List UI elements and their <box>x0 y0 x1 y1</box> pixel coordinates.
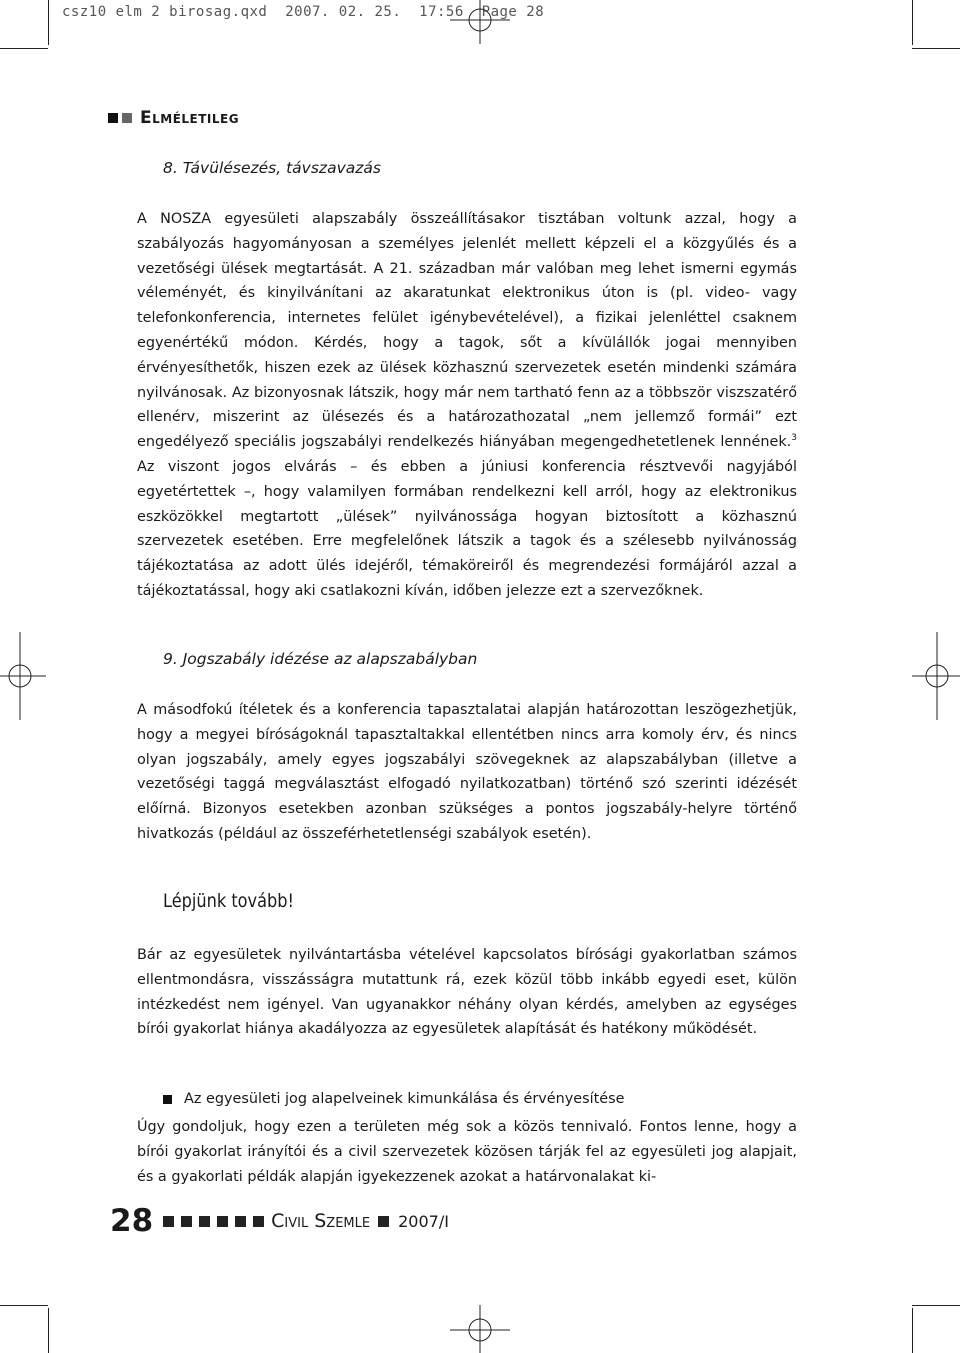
registration-mark-icon <box>912 632 960 720</box>
registration-mark-icon <box>450 1305 510 1353</box>
page-number: 28 <box>110 1203 154 1239</box>
registration-mark-icon <box>0 632 46 720</box>
bullet-heading-text: Az egyesületi jog alapelveinek kimunkálása és érvényesítése <box>184 1091 625 1107</box>
square-bullet-icon <box>235 1216 246 1227</box>
file-slug: csz10 elm 2 birosag.qxd 2007. 02. 25. 17:56 Page 28 <box>62 4 545 20</box>
square-bullet-icon <box>253 1216 264 1227</box>
square-bullet-icon <box>378 1216 389 1227</box>
subsection-9-title: 9. Jogszabály idézése az alapszabályban <box>163 650 478 668</box>
square-bullet-icon <box>217 1216 228 1227</box>
subsection-9-paragraph: A másodfokú ítéletek és a konferencia tapasztalatai alapján határozottan leszögezhetjük, hogy a megyei bíróságoknál tapasztaltakkal ellentétben nincs arra komoly érv, és nincs olyan jogszabály, amely egyes jogszabályi szövegeknek az alapszabályban (illetve a vezetőségi taggá megválasztást elfogadó nyilatkozatban) történő szó szerinti idézését előírná. Bizonyos esetekben azonban szükséges a pontos jogszabály-helyre történő hivatkozás (például az összeférhetetlenségi szabályok esetén). <box>137 702 797 842</box>
square-bullet-icon <box>108 113 118 123</box>
square-bullet-icon <box>163 1216 174 1227</box>
square-bullet-icon <box>181 1216 192 1227</box>
square-bullet-icon <box>122 113 132 123</box>
square-bullet-icon <box>163 1095 172 1104</box>
square-bullet-icon <box>199 1216 210 1227</box>
journal-issue: 2007/I <box>398 1211 449 1231</box>
bullet-heading <box>163 1091 625 1107</box>
next-steps-paragraph: Bár az egyesületek nyilvántartásba vételével kapcsolatos bírósági gyakorlatban számos ellentmondásra, visszásságra mutattunk rá, ezek közül több inkább egyedi eset, külön intézkedést nem igényel. Van ugyanakkor néhány olyan kérdés, amelyben az egységes bírói gyakorlat hiánya akadályozza az egyesületek alapítását és hatékony működését. <box>137 947 797 1038</box>
section-heading-text: Elméletileg <box>140 108 240 128</box>
page-footer <box>110 1203 449 1239</box>
bullet-paragraph: Úgy gondoljuk, hogy ezen a területen még sok a közös tennivaló. Fontos lenne, hogy a bírói gyakorlat irányítói és a civil szervezetek közösen tárják fel az egyesületi jog alapjait, és a gyakorlati példák alapján igyekezzenek azokat a határvonalakat ki- <box>137 1119 797 1185</box>
subsection-8-title: 8. Távülésezés, távszavazás <box>163 159 381 177</box>
section-heading <box>108 108 239 128</box>
registration-mark-icon <box>450 0 510 44</box>
journal-name: Civil Szemle <box>271 1210 371 1232</box>
subsection-8-paragraph: A NOSZA egyesületi alapszabály összeállításakor tisztában voltunk azzal, hogy a szabályozás hagyományosan a személyes jelenlét mellett képzeli el a közgyűlés és a vezetőségi ülések megtartását. A 21. században már valóban meg lehet ismerni egymás véleményét, és kinyilvánítani az akaratunkat elektronikus úton is (pl. video- vagy telefonkonferencia, internetes felület igénybevételével), a fizikai jelenléttel csaknem egyenértékű módon. Kérdés, hogy a tagok, sőt a kívülállók jogai mennyiben érvényesíthetők, hiszen ezek az ülések közhasznú szervezetek esetén mindenki számára nyilvánosak. Az bizonyosnak látszik, hogy már nem tartható fenn az a többször viszszatérő ellenérv, miszerint az ülésezés és a határozathozatal „nem jellemző formái” ezt engedélyező speciális jogszabályi rendelkezés hiányában megengedhetetlenek lennének.$^3$ Az viszont jogos elvárás – és ebben a júniusi konferencia résztvevői nagyjából egyetértettek –, hogy valamilyen formában rendelkezni kell arról, hogy az elektronikus eszközökkel megtartott „ülések” nyilvánossága hogyan biztosított a közhasznú szervezetek esetében. Erre megfelelőnek látszik a tagok és a szélesebb nyilvánosság tájékoztatása az adott ülés idejéről, témaköreiről és megrendezési formájáról azzal a tájékoztatással, hogy aki csatlakozni kíván, időben jelezze ezt a szervezőknek. <box>137 211 797 599</box>
next-steps-title: Lépjünk tovább! <box>163 890 294 912</box>
